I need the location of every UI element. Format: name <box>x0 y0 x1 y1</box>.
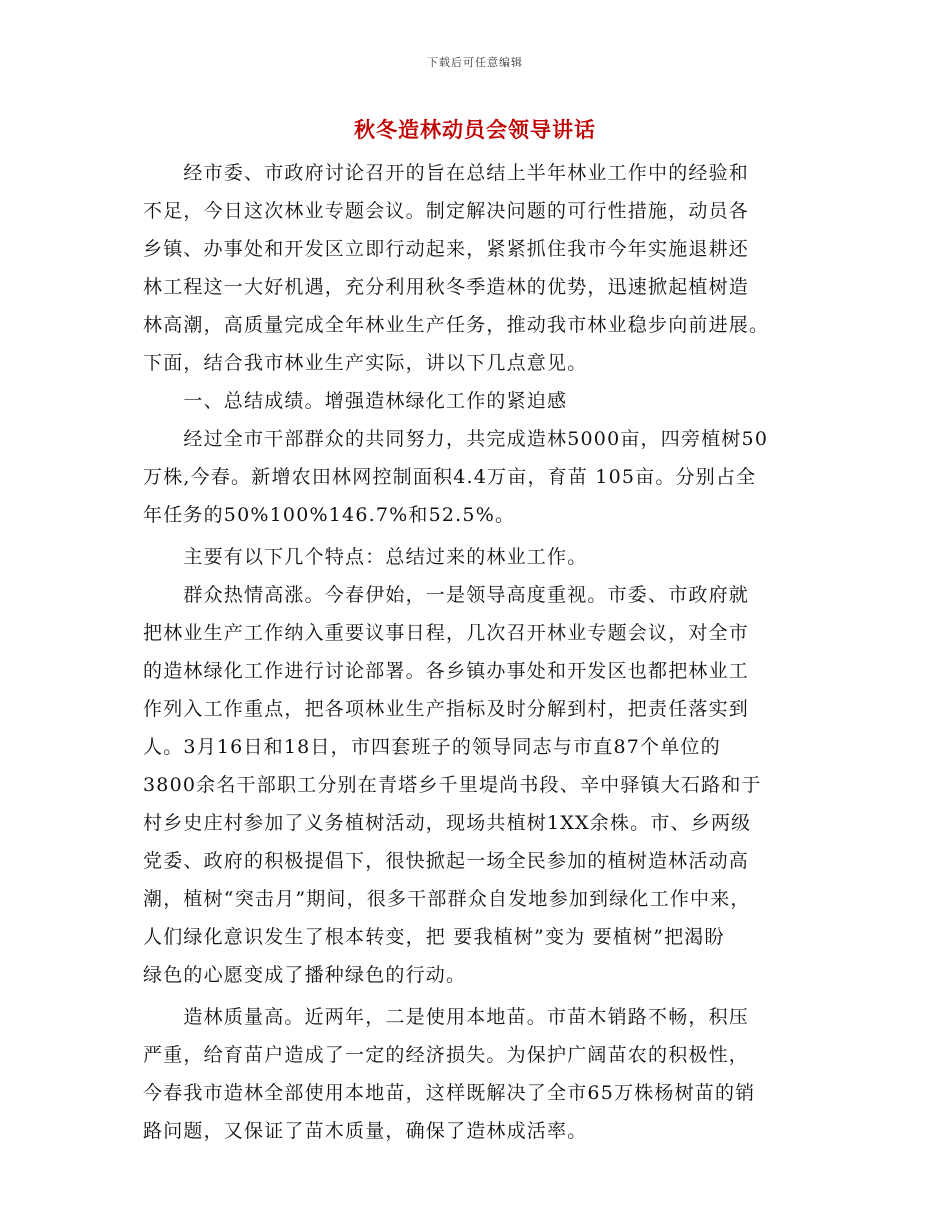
body-line: 路问题，又保证了苗木质量，确保了造林成活率。 <box>143 1120 588 1142</box>
body-line: 绿色的心愿变成了播种绿色的行动。 <box>143 964 467 986</box>
section-heading: 一、总结成绩。增强造林绿化工作的紧迫感 <box>143 390 568 412</box>
body-line: 主要有以下几个特点：总结过来的林业工作。 <box>143 546 588 568</box>
body-line: 年任务的50%100%146.7%和52.5%。 <box>143 504 516 526</box>
body-line: 林高潮，高质量完成全年林业生产任务，推动我市林业稳步向前进展。 <box>143 314 770 336</box>
header-note: 下载后可任意编辑 <box>427 56 523 69</box>
body-line: 经市委、市政府讨论召开的旨在总结上半年林业工作中的经验和 <box>143 162 750 184</box>
document-body <box>143 154 810 1150</box>
body-line: 下面，结合我市林业生产实际，讲以下几点意见。 <box>143 352 588 374</box>
body-line: 人们绿化意识发生了根本转变，把 要我植树”变为 要植树”把渴盼 <box>143 926 725 948</box>
body-line: 人。3月16日和18日，市四套班子的领导同志与市直87个单位的 <box>143 736 721 758</box>
body-line: 经过全市干部群众的共同努力，共完成造林5000亩，四旁植树50 <box>143 428 769 450</box>
body-line: 村乡史庄村参加了义务植树活动，现场共植树1XX余株。市、乡两级 <box>143 812 752 834</box>
body-line: 乡镇、办事处和开发区立即行动起来，紧紧抓住我市今年实施退耕还 <box>143 238 750 260</box>
body-line: 群众热情高涨。今春伊始，一是领导高度重视。市委、市政府就 <box>143 584 750 606</box>
body-line: 今春我市造林全部使用本地苗，这样既解决了全市65万株杨树苗的销 <box>143 1082 756 1104</box>
body-line: 造林质量高。近两年，二是使用本地苗。市苗木销路不畅，积压 <box>143 1006 750 1028</box>
body-line: 党委、政府的积极提倡下，很快掀起一场全民参加的植树造林活动高 <box>143 850 750 872</box>
body-line: 把林业生产工作纳入重要议事日程，几次召开林业专题会议，对全市 <box>143 622 750 644</box>
body-line: 的造林绿化工作进行讨论部署。各乡镇办事处和开发区也都把林业工 <box>143 660 750 682</box>
body-line: 潮，植树“突击月”期间，很多干部群众自发地参加到绿化工作中来， <box>143 888 751 910</box>
body-line: 严重，给育苗户造成了一定的经济损失。为保护广阔苗农的积极性， <box>143 1044 750 1066</box>
body-line: 作列入工作重点，把各项林业生产指标及时分解到村，把责任落实到 <box>143 698 750 720</box>
body-line: 3800余名干部职工分别在青塔乡千里堤尚书段、辛中驿镇大石路和于 <box>143 774 762 796</box>
body-line: 林工程这一大好机遇，充分利用秋冬季造林的优势，迅速掀起植树造 <box>143 276 750 298</box>
body-line: 万株,今春。新增农田林网控制面积4.4万亩，育苗 105亩。分别占全 <box>143 466 757 488</box>
document-title: 秋冬造林动员会领导讲话 <box>354 117 596 142</box>
body-line: 不足，今日这次林业专题会议。制定解决问题的可行性措施，动员各 <box>143 200 750 222</box>
